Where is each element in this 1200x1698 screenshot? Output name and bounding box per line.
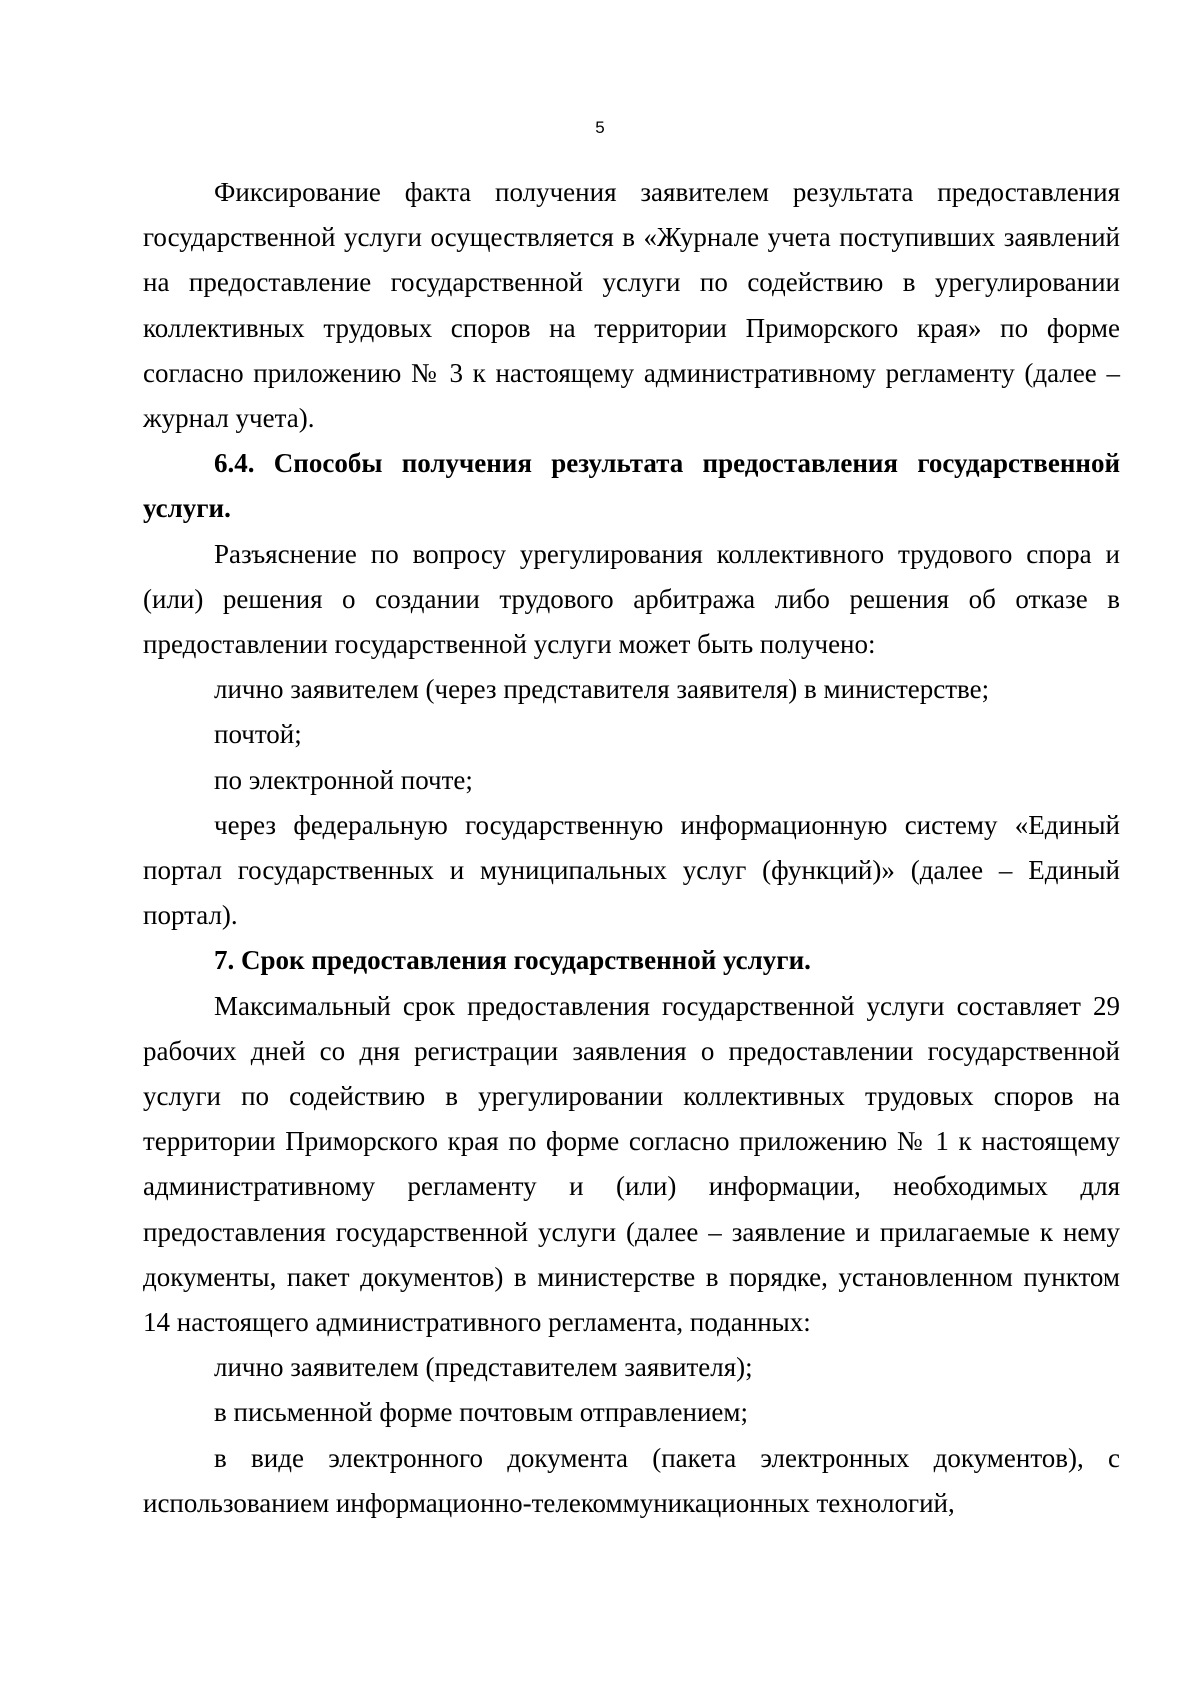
list-item: через федеральную государственную информационную систему «Единый портал государственных и муниципальных услуг (функций)» (далее – Единый портал).: [143, 809, 1120, 931]
paragraph-explanation: Разъяснение по вопросу урегулирования коллективного трудового спора и (или) решения о создании трудового арбитража либо решения об отказе в предоставлении государственной услуги может быть получено:: [143, 538, 1120, 660]
heading-6-4: 6.4. Способы получения результата предоставления государственной услуги.: [143, 448, 1120, 524]
list-item: лично заявителем (через представителя заявителя) в министерстве;: [214, 674, 990, 705]
list-item: в письменной форме почтовым отправлением;: [214, 1397, 748, 1428]
list-item: по электронной почте;: [214, 764, 473, 795]
list-item: почтой;: [214, 719, 302, 750]
paragraph-term: Максимальный срок предоставления государственной услуги составляет 29 рабочих дней со дня регистрации заявления о предоставлении государственной услуги по содействию в урегулировании коллективных трудовых споров на территории Приморского края по форме согласно приложению № 1 к настоящему административному регламенту и (или) информации, необходимых для предоставления государственной услуги (далее – заявление и прилагаемые к нему документы, пакет документов) в министерстве в порядке, установленном пунктом 14 настоящего административного регламента, поданных:: [143, 990, 1120, 1338]
document-body: [143, 170, 1120, 1526]
list-item: лично заявителем (представителем заявителя);: [214, 1352, 753, 1383]
list-item: в виде электронного документа (пакета электронных документов), с использованием информационно-телекоммуникационных технологий,: [143, 1442, 1120, 1518]
paragraph-journal: Фиксирование факта получения заявителем результата предоставления государственной услуги осуществляется в «Журнале учета поступивших заявлений на предоставление государственной услуги по содействию в урегулировании коллективных трудовых споров на территории Приморского края» по форме согласно приложению № 3 к настоящему административному регламенту (далее – журнал учета).: [143, 177, 1120, 434]
heading-7: 7. Срок предоставления государственной услуги.: [214, 945, 811, 976]
page-number: 5: [595, 118, 605, 137]
